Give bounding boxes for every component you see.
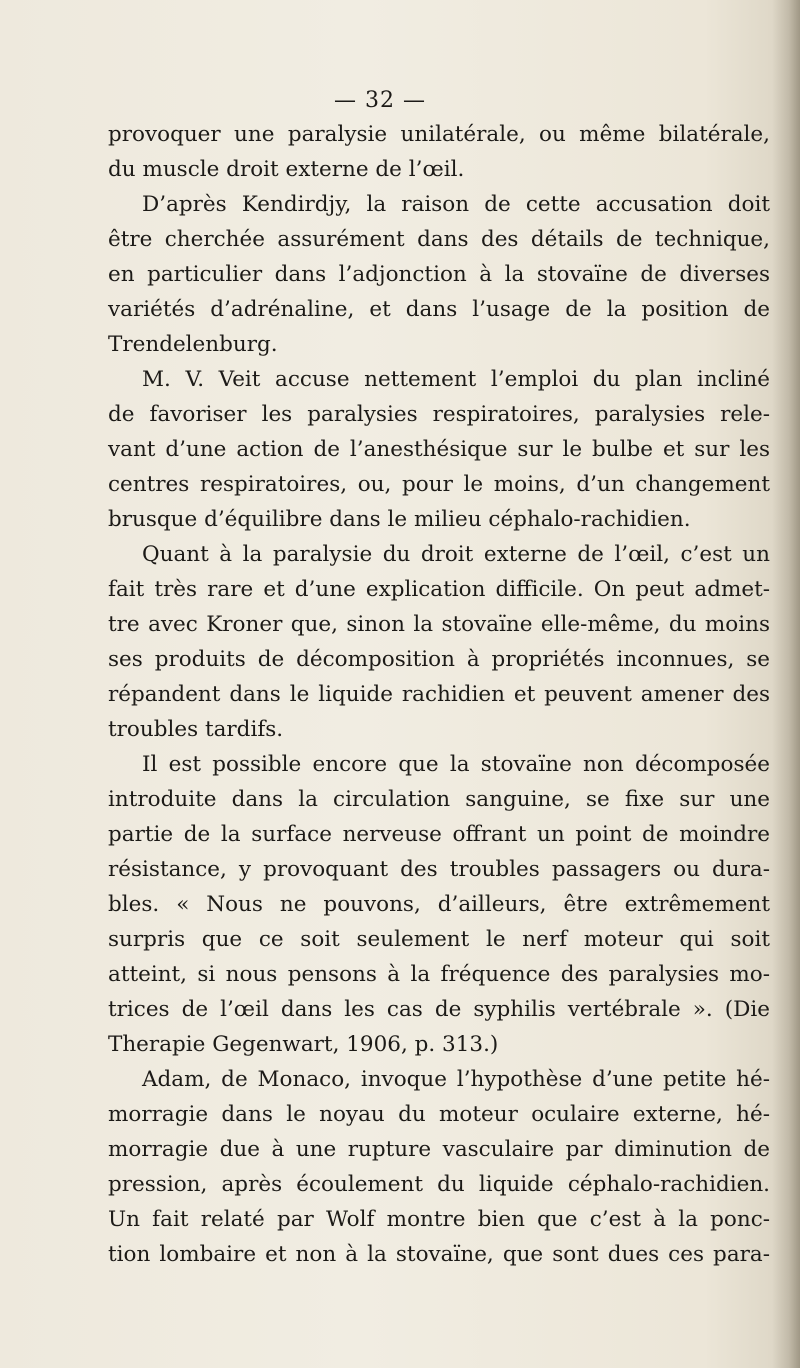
text-line: Il est possible encore que la stovaïne non décomposée	[142, 752, 770, 777]
text-line: trices de l’œil dans les cas de syphilis vertébrale ». (Die	[108, 997, 770, 1022]
text-line: atteint, si nous pensons à la fréquence des paralysies mo-	[108, 962, 770, 987]
text-line: être cherchée assurément dans des détails de technique,	[108, 227, 770, 252]
text-line: résistance, y provoquant des troubles passagers ou dura-	[108, 857, 770, 882]
text-line: D’après Kendirdjy, la raison de cette accusation doit	[142, 192, 770, 217]
text-line: centres respiratoires, ou, pour le moins, d’un changement	[108, 472, 770, 497]
text-line: Trendelenburg.	[108, 332, 278, 357]
text-line: troubles tardifs.	[108, 717, 284, 742]
text-line: morragie dans le noyau du moteur oculaire externe, hé-	[108, 1102, 770, 1127]
text-line: Therapie Gegenwart, 1906, p. 313.)	[108, 1032, 499, 1057]
text-line: introduite dans la circulation sanguine, se fixe sur une	[108, 787, 770, 812]
text-line: surpris que ce soit seulement le nerf moteur qui soit	[108, 927, 770, 952]
text-line: Quant à la paralysie du droit externe de l’œil, c’est un	[142, 542, 770, 567]
text-line: de favoriser les paralysies respiratoires, paralysies rele-	[108, 402, 770, 427]
text-line: en particulier dans l’adjonction à la stovaïne de diverses	[108, 262, 770, 287]
page-number: — 32 —	[334, 88, 426, 113]
text-line: tion lombaire et non à la stovaïne, que sont dues ces para-	[108, 1242, 770, 1267]
text-line: tre avec Kroner que, sinon la stovaïne elle-même, du moins	[108, 612, 770, 637]
text-line: pression, après écoulement du liquide céphalo-rachidien.	[108, 1172, 770, 1197]
text-line: du muscle droit externe de l’œil.	[108, 157, 465, 182]
text-line: vant d’une action de l’anesthésique sur le bulbe et sur les	[108, 437, 770, 462]
text-line: Adam, de Monaco, invoque l’hypothèse d’une petite hé-	[142, 1067, 770, 1092]
text-line: Un fait relaté par Wolf montre bien que c’est à la ponc-	[108, 1207, 770, 1232]
text-line: morragie due à une rupture vasculaire par diminution de	[108, 1137, 770, 1162]
text-line: variétés d’adrénaline, et dans l’usage de la position de	[108, 297, 770, 322]
text-line: partie de la surface nerveuse offrant un point de moindre	[108, 822, 770, 847]
text-line: M. V. Veit accuse nettement l’emploi du plan incliné	[142, 367, 770, 392]
text-line: provoquer une paralysie unilatérale, ou même bilatérale,	[108, 122, 770, 147]
page-edge-shadow	[772, 0, 800, 1368]
text-line: brusque d’équilibre dans le milieu céphalo-rachidien.	[108, 507, 691, 532]
text-line: bles. « Nous ne pouvons, d’ailleurs, être extrêmement	[108, 892, 770, 917]
body-text	[108, 117, 770, 1272]
text-line: ses produits de décomposition à propriétés inconnues, se	[108, 647, 770, 672]
text-line: répandent dans le liquide rachidien et peuvent amener des	[108, 682, 770, 707]
text-line: fait très rare et d’une explication difficile. On peut admet-	[108, 577, 770, 602]
